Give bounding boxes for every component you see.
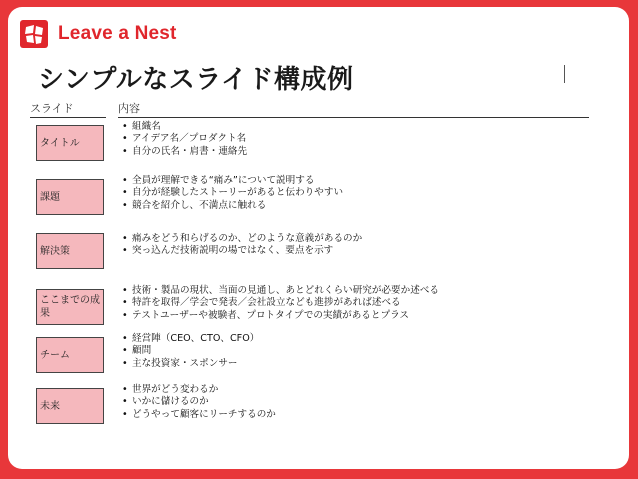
content-bullets [122, 333, 259, 370]
column-header-slide: スライド [30, 100, 106, 118]
slide-label: タイトル [36, 125, 104, 161]
content-bullets [122, 233, 362, 258]
list-item: • テストユーザーや被験者、プロトタイプでの実績があるとプラス [122, 310, 439, 322]
list-item: • 競合を紹介し、不満点に触れる [122, 200, 343, 212]
slide-label: 未来 [36, 388, 104, 424]
brand-logo [20, 19, 177, 49]
slide-label: 解決策 [36, 233, 104, 269]
list-item: • 特許を取得／学会で発表／会社設立なども進捗があれば述べる [122, 297, 439, 309]
divider [564, 65, 565, 83]
column-header-content: 内容 [118, 100, 589, 118]
slide-label: チーム [36, 337, 104, 373]
list-item: • 主な投資家・スポンサー [122, 358, 259, 370]
list-item: • 突っ込んだ技術説明の場ではなく、要点を示す [122, 245, 362, 257]
list-item: • 世界がどう変わるか [122, 384, 276, 396]
page-title: シンプルなスライド構成例 [38, 65, 354, 95]
slide-label: ここまでの成果 [36, 289, 104, 325]
content-bullets [122, 121, 247, 158]
list-item: • アイデア名／プロダクト名 [122, 133, 247, 145]
list-item: • 自分が経験したストーリーがあると伝わりやすい [122, 187, 343, 199]
content-bullets [122, 285, 439, 322]
list-item: • いかに儲けるのか [122, 396, 276, 408]
list-item: • 組織名 [122, 121, 247, 133]
brand-name: Leave a Nest [58, 23, 177, 44]
content-bullets [122, 384, 276, 421]
list-item: • 経営陣（CEO、CTO、CFO） [122, 333, 259, 345]
list-item: • 全員が理解できる“痛み”について説明する [122, 175, 343, 187]
slide [8, 7, 629, 469]
list-item: • どうやって顧客にリーチするのか [122, 409, 276, 421]
leave-a-nest-logo-icon [20, 20, 48, 48]
slide-label: 課題 [36, 179, 104, 215]
list-item: • 顧問 [122, 345, 259, 357]
list-item: • 自分の氏名・肩書・連絡先 [122, 146, 247, 158]
list-item: • 技術・製品の現状、当面の見通し、あとどれくらい研究が必要か述べる [122, 285, 439, 297]
content-bullets [122, 175, 343, 212]
list-item: • 痛みをどう和らげるのか、どのような意義があるのか [122, 233, 362, 245]
